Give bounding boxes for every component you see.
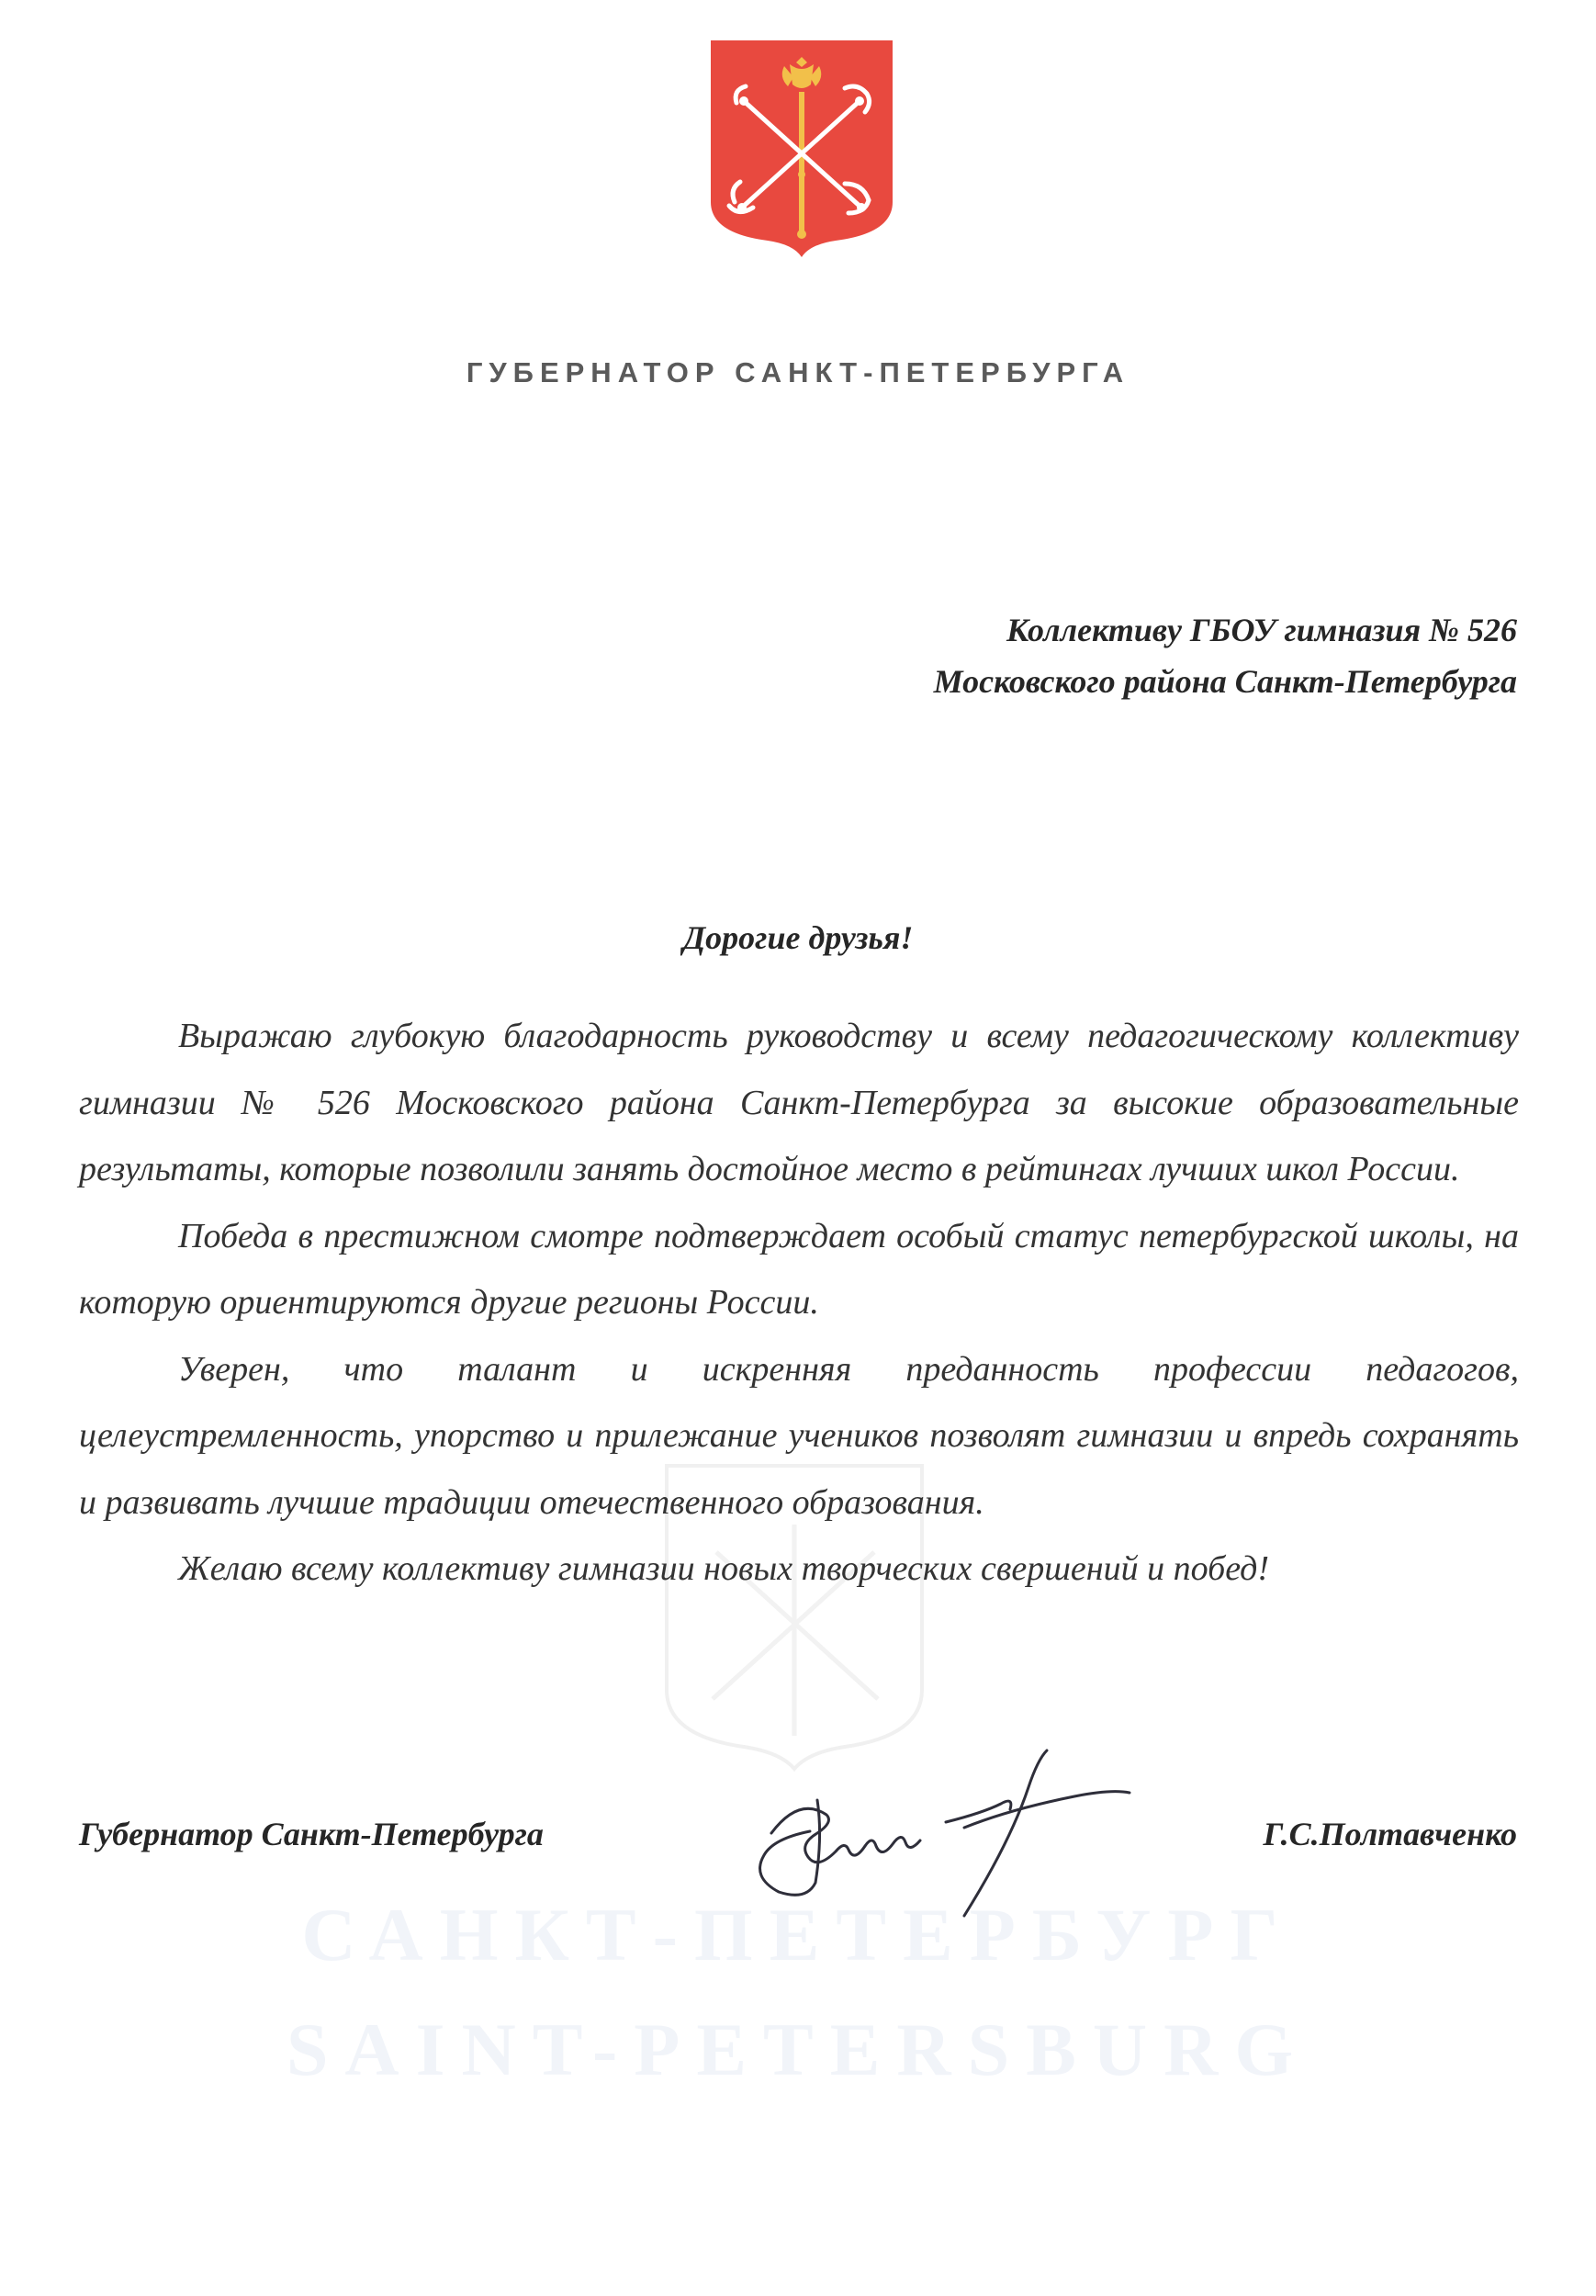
addressee-block (691, 604, 1517, 707)
coat-of-arms-icon (707, 37, 896, 259)
paragraph-4: Желаю всему коллективу гимназии новых творческих свершений и побед! (178, 1549, 1270, 1588)
addressee-line-1: Коллективу ГБОУ гимназия № 526 (1006, 612, 1517, 648)
paragraph-3: Уверен, что талант и искренняя преданность профессии педагогов, целеустремленность, упорство и прилежание учеников позволят гимназии и впредь сохранять и развивать лучшие традиции отечественного образования. (79, 1349, 1519, 1522)
signer-name: Г.С.Полтавченко (1263, 1816, 1517, 1852)
addressee-line-2: Московского района Санкт-Петербурга (933, 663, 1517, 700)
watermark-ru: САНКТ-ПЕТЕРБУРГ (301, 1893, 1295, 1976)
letterhead-title: ГУБЕРНАТОР САНКТ-ПЕТЕРБУРГА (466, 356, 1130, 388)
greeting: Дорогие друзья! (682, 919, 914, 956)
paragraph-1: Выражаю глубокую благодарность руководству и всему педагогическому коллективу гимназии № 526 Московского района Санкт-Петербурга за высокие образовательные результаты, которые позволили занять достойное место в рейтингах лучших школ России. (79, 1017, 1519, 1188)
handwritten-signature (753, 1745, 1139, 1929)
signer-position: Губернатор Санкт-Петербурга (79, 1816, 544, 1852)
paragraph-2: Победа в престижном смотре подтверждает особый статус петербургской школы, на которую ориентируются другие регионы России. (79, 1216, 1519, 1322)
letter-body (79, 1003, 1519, 1603)
watermark-en: SAINT-PETERSBURG (286, 2008, 1310, 2091)
